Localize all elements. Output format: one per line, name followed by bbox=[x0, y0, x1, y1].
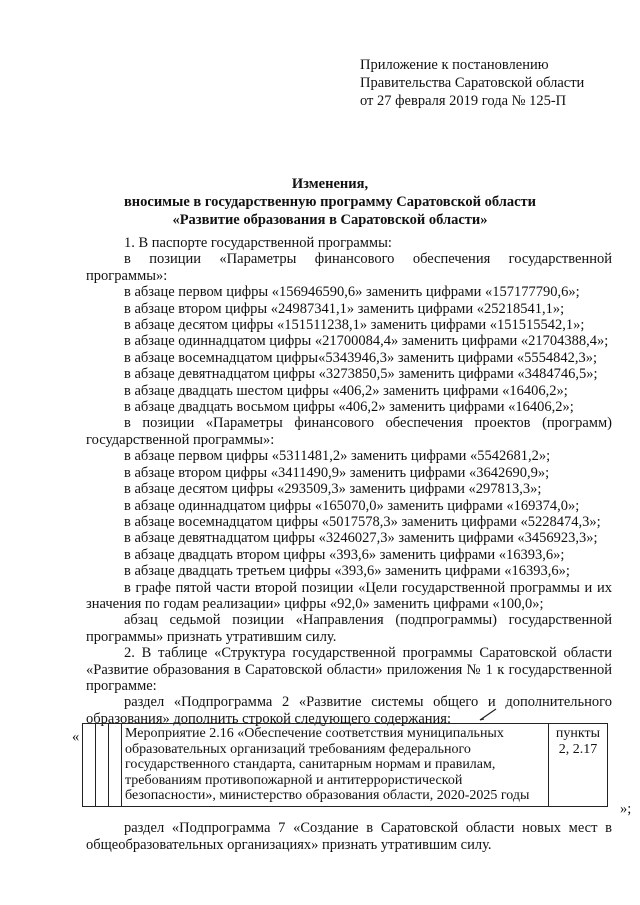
paragraph: в абзаце десятом цифры «151511238,1» заменить цифрами «151515542,1»; bbox=[124, 317, 585, 334]
paragraph: в абзаце втором цифры «24987341,1» заменить цифрами «25218541,1»; bbox=[124, 300, 565, 317]
paragraph: в позиции «Параметры финансового обеспечения государственной программы»: bbox=[86, 251, 612, 284]
pen-mark-icon bbox=[478, 707, 498, 721]
paragraph: в абзаце втором цифры «3411490,9» заменить цифрами «3642690,9»; bbox=[124, 464, 550, 481]
document-title bbox=[60, 175, 600, 229]
approval-block bbox=[360, 56, 584, 110]
open-quote: « bbox=[72, 729, 80, 745]
table-cell-empty bbox=[109, 724, 122, 807]
paragraph: в абзаце девятнадцатом цифры «3246027,3» заменить цифрами «3456923,3»; bbox=[124, 530, 598, 547]
table-cell-points: пункты 2, 2.17 bbox=[549, 724, 608, 807]
paragraph: в абзаце одиннадцатом цифры «165070,0» заменить цифрами «169374,0»; bbox=[124, 497, 580, 514]
document-body bbox=[86, 235, 612, 727]
table-cell-empty bbox=[96, 724, 109, 807]
paragraph: 2. В таблице «Структура государственной программы Саратовской области «Развитие образования в Саратовской области» приложения № 1 к государственной программе: bbox=[86, 645, 612, 694]
paragraph: в абзаце восемнадцатом цифры «5017578,3» заменить цифрами «5228474,3»; bbox=[124, 513, 601, 530]
paragraph: в абзаце одиннадцатом цифры «21700084,4» заменить цифрами «21704388,4»; bbox=[124, 333, 609, 350]
paragraph: в абзаце десятом цифры «293509,3» заменить цифрами «297813,3»; bbox=[124, 481, 542, 498]
paragraph: в абзаце двадцать втором цифры «393,6» заменить цифрами «16393,6»; bbox=[124, 546, 565, 563]
paragraph: в абзаце восемнадцатом цифры«5343946,3» заменить цифрами «5554842,3»; bbox=[124, 349, 598, 366]
paragraph: в позиции «Параметры финансового обеспечения проектов (программ) государственной программы»: bbox=[86, 415, 612, 448]
title-line: вносимые в государственную программу Саратовской области bbox=[123, 194, 537, 210]
paragraph: в графе пятой части второй позиции «Цели государственной программы и их значения по годам реализации» цифры «92,0» заменить цифрами «100,0»; bbox=[86, 579, 612, 612]
paragraph: в абзаце двадцать шестом цифры «406,2» заменить цифрами «16406,2»; bbox=[124, 382, 568, 399]
paragraph: раздел «Подпрограмма 7 «Создание в Саратовской области новых мест в общеобразовательных организациях» признать утратившим силу. bbox=[86, 820, 612, 853]
table-cell-empty bbox=[83, 724, 96, 807]
approval-line: от 27 февраля 2019 года № 125-П bbox=[360, 93, 567, 109]
paragraph: в абзаце первом цифры «156946590,6» заменить цифрами «157177790,6»; bbox=[124, 284, 580, 301]
paragraph: раздел «Подпрограмма 2 «Развитие системы общего и дополнительного образования» дополнить строкой следующего содержания: bbox=[86, 694, 612, 727]
paragraph: в абзаце девятнадцатом цифры «3273850,5» заменить цифрами «3484746,5»; bbox=[124, 366, 598, 383]
paragraph: в абзаце двадцать третьем цифры «393,6» заменить цифрами «16393,6»; bbox=[124, 563, 570, 580]
title-line: Изменения, bbox=[291, 176, 369, 192]
table-row bbox=[83, 724, 608, 807]
approval-line: Правительства Саратовской области bbox=[360, 75, 585, 91]
close-quote: »; bbox=[620, 801, 632, 817]
title-line: «Развитие образования в Саратовской области» bbox=[172, 212, 488, 228]
inserted-row-block bbox=[72, 723, 632, 817]
table-cell-event: Мероприятие 2.16 «Обеспечение соответствия муниципальных образовательных организаций требованиям федерального государственного стандарта, санитарным нормам и правилам, требованиям противопожарной и антитеррористической безопасности», министерство образования области, 2020-2025 годы bbox=[122, 724, 549, 807]
paragraph: 1. В паспорте государственной программы: bbox=[124, 235, 392, 251]
paragraph: абзац седьмой позиции «Направления (подпрограммы) государственной программы» признать утратившим силу. bbox=[86, 612, 612, 645]
inserted-table bbox=[82, 723, 608, 807]
tail-section bbox=[86, 820, 612, 854]
approval-line: Приложение к постановлению bbox=[360, 57, 549, 73]
paragraph: в абзаце первом цифры «5311481,2» заменить цифрами «5542681,2»; bbox=[124, 448, 551, 465]
paragraph: в абзаце двадцать восьмом цифры «406,2» заменить цифрами «16406,2»; bbox=[124, 399, 574, 416]
